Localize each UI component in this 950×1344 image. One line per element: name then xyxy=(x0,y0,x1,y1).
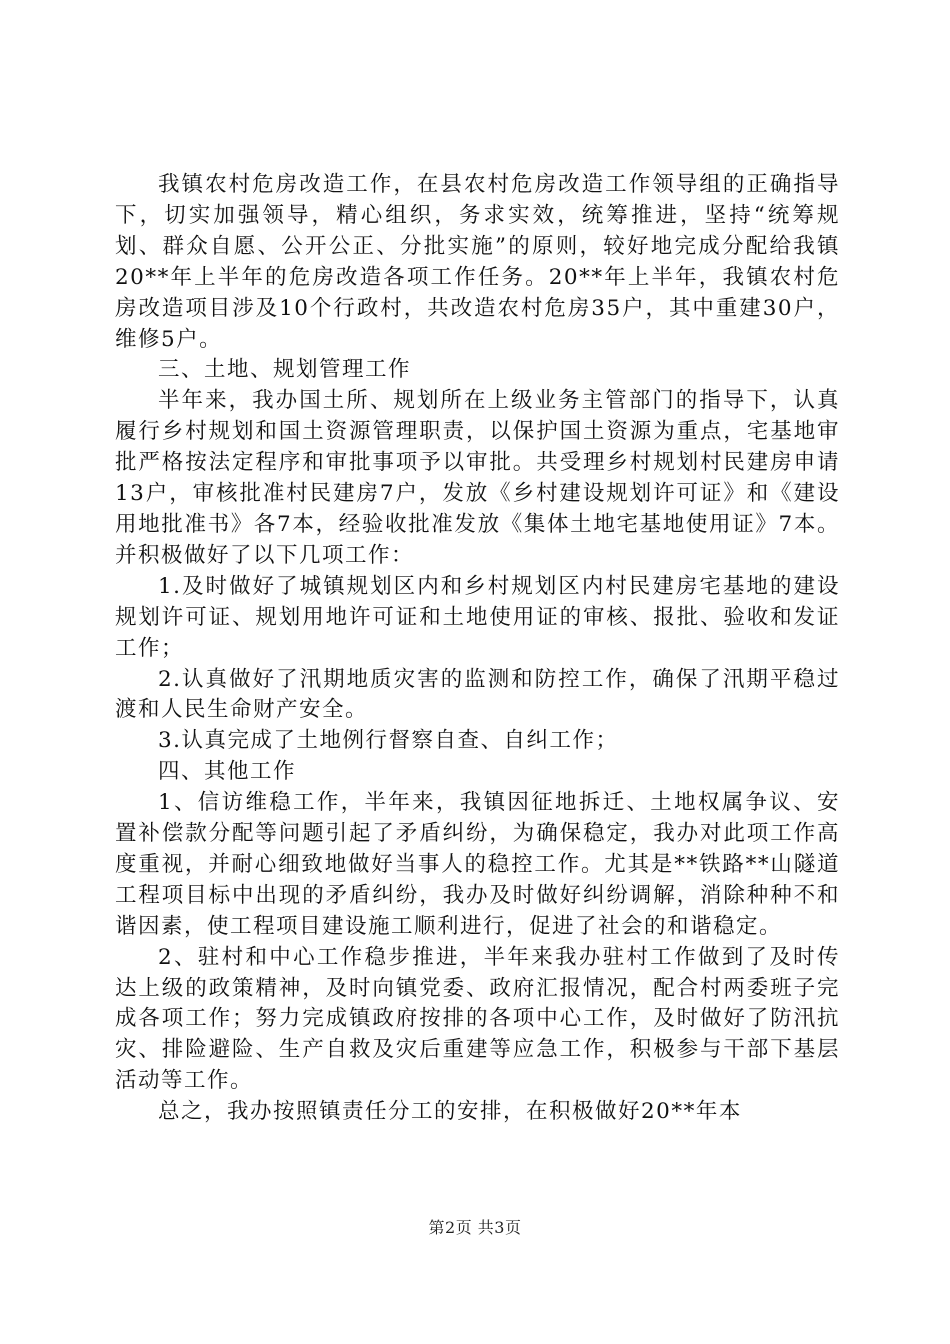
list-item-3: 3.认真完成了土地例行督察自查、自纠工作； xyxy=(158,728,619,754)
document-body xyxy=(115,170,840,1128)
paragraph-housing-renovation: 我镇农村危房改造工作，在县农村危房改造工作领导组的正确指导下，切实加强领导，精心组织，务求实效，统筹推进，坚持“统筹规划、群众自愿、公开公正、分批实施”的原则，较好地完成分配给我镇20**年上半年的危房改造各项工作任务。20**年上半年，我镇农村危房改造项目涉及10个行政村，共改造农村危房35户，其中重建30户，维修5户。 xyxy=(115,172,840,352)
section-heading-other-work: 四、其他工作 xyxy=(158,759,297,785)
paragraph-village-work: 2、驻村和中心工作稳步推进，半年来我办驻村工作做到了及时传达上级的政策精神，及时向镇党委、政府汇报情况，配合村两委班子完成各项工作；努力完成镇政府按排的各项中心工作，及时做好了防汛抗灾、排险避险、生产自救及灾后重建等应急工作，积极参与干部下基层活动等工作。 xyxy=(115,944,840,1094)
section-heading-land-planning: 三、土地、规划管理工作 xyxy=(158,357,412,383)
paragraph-petition-stability: 1、信访维稳工作，半年来，我镇因征地拆迁、土地权属争议、安置补偿款分配等问题引起了矛盾纠纷，为确保稳定，我办对此项工作高度重视，并耐心细致地做好当事人的稳控工作。尤其是**铁路**山隧道工程项目标中出现的矛盾纠纷，我办及时做好纠纷调解，消除种种不和谐因素，使工程项目建设施工顺利进行，促进了社会的和谐稳定。 xyxy=(115,790,840,939)
paragraph-land-planning-summary: 半年来，我办国土所、规划所在上级业务主管部门的指导下，认真履行乡村规划和国土资源管理职责，以保护国土资源为重点，宅基地审批严格按法定程序和审批事项予以审批。共受理乡村规划村民建房申请13户，审核批准村民建房7户，发放《乡村建设规划许可证》和《建设用地批准书》各7本，经验收批准发放《集体土地宅基地使用证》7本。并积极做好了以下几项工作： xyxy=(115,388,840,568)
list-item-2: 2.认真做好了汛期地质灾害的监测和防控工作，确保了汛期平稳过渡和人民生命财产安全。 xyxy=(115,666,840,723)
paragraph-summary: 总之，我办按照镇责任分工的安排，在积极做好20**年本 xyxy=(158,1099,742,1125)
page-number-footer: 第2页 共3页 xyxy=(428,1218,522,1237)
list-item-1: 1.及时做好了城镇规划区内和乡村规划区内村民建房宅基地的建设规划许可证、规划用地许可证和土地使用证的审核、报批、验收和发证工作； xyxy=(115,573,840,661)
